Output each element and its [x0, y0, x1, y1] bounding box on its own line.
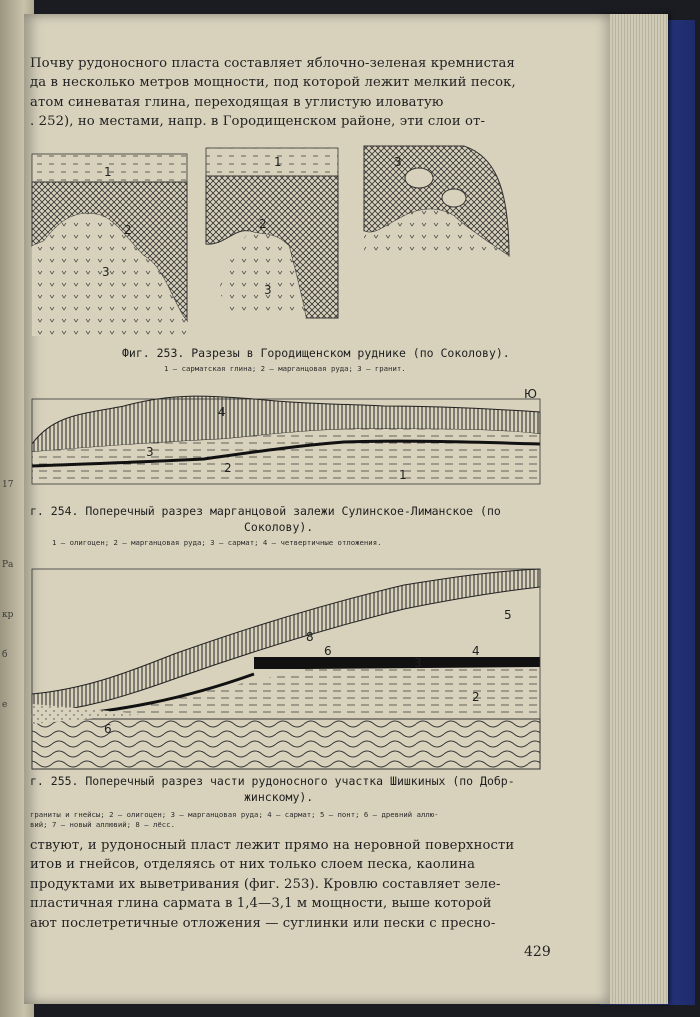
- fig255-label: 3: [414, 656, 422, 670]
- fig255-legend: граниты и гнейсы; 2 — олигоцен; 3 — марганцовая руда; 4 — сармат; 5 — понт; 6 — древний аллю-: [30, 810, 439, 819]
- text-line: ствуют, и рудоносный пласт лежит прямо на неровной поверхности: [30, 838, 515, 853]
- fig255-label: 8: [306, 630, 314, 644]
- fig255-legend-cont: вий; 7 — новый аллювий; 8 — лёсс.: [30, 820, 175, 829]
- fig253-label: 3: [394, 155, 402, 169]
- book-page: [24, 14, 610, 1004]
- text-line: продуктами их выветривания (фиг. 253). Кровлю составляет зеле-: [30, 876, 501, 892]
- fig254-caption: г. 254. Поперечный разрез марганцовой залежи Сулинское-Лиманское (по: [30, 504, 501, 518]
- fig254-caption-cont: Соколову).: [244, 520, 314, 534]
- fig255-label: 6: [324, 644, 332, 658]
- left-page-fragment: кр: [2, 610, 14, 620]
- fig255-label: 5: [504, 608, 512, 622]
- left-page-fragment: е: [2, 700, 8, 710]
- fig254-label: 3: [146, 445, 154, 459]
- fig254-direction: Ю: [524, 387, 537, 401]
- fig254-label: 4: [218, 405, 226, 419]
- fig253-label: 1: [274, 155, 282, 169]
- fig253-label: 3: [264, 283, 272, 297]
- fig253-legend: 1 — сарматская глина; 2 — марганцовая руда; 3 — гранит.: [164, 364, 406, 373]
- left-page-fragment: б: [2, 650, 8, 660]
- fig255-label: 6: [104, 722, 112, 736]
- text-line: Почву рудоносного пласта составляет яблочно-зеленая кремнистая: [30, 56, 515, 71]
- fig253-label: 2: [124, 223, 132, 237]
- fig254-legend: 1 — олигоцен; 2 — марганцовая руда; 3 — сармат; 4 — четвертичные отложения.: [52, 538, 382, 547]
- left-page-fragment: Ра: [2, 560, 14, 570]
- fig254-label: 1: [399, 468, 407, 482]
- text-line: итов и гнейсов, отделяясь от них только слоем песка, каолина: [30, 857, 476, 873]
- fig253-label: 3: [102, 265, 110, 279]
- figure-253: [24, 136, 610, 356]
- fig253-label: 1: [104, 165, 112, 179]
- figure-254: [24, 384, 610, 494]
- text-line: пластичная глина сармата в 1,4—3,1 м мощности, выше которой: [30, 896, 492, 912]
- figure-255: [24, 569, 610, 769]
- text-line: атом синеватая глина, переходящая в углистую иловатую: [30, 94, 444, 110]
- fig255-label: 4: [472, 644, 480, 658]
- bottom-paragraph: [30, 836, 576, 933]
- fig253-caption: Фиг. 253. Разрезы в Городищенском руднике (по Соколову).: [122, 346, 510, 360]
- fig255-caption-cont: жинскому).: [244, 790, 314, 804]
- fig255-caption: г. 255. Поперечный разрез части рудоносного участка Шишкиных (по Добр-: [30, 774, 515, 788]
- fig255-label: 2: [472, 690, 480, 704]
- fig254-label: 2: [224, 461, 232, 475]
- text-line: ают послетретичные отложения — суглинки или пески с пресно-: [30, 915, 496, 931]
- fig253-label: 2: [259, 217, 267, 231]
- text-line: да в несколько метров мощности, под которой лежит мелкий песок,: [30, 75, 516, 91]
- text-line: . 252), но местами, напр. в Городищенском районе, эти слои от-: [30, 114, 486, 130]
- page-number: 429: [524, 944, 551, 960]
- left-page-fragment: 17: [2, 480, 14, 490]
- top-paragraph: [30, 54, 576, 132]
